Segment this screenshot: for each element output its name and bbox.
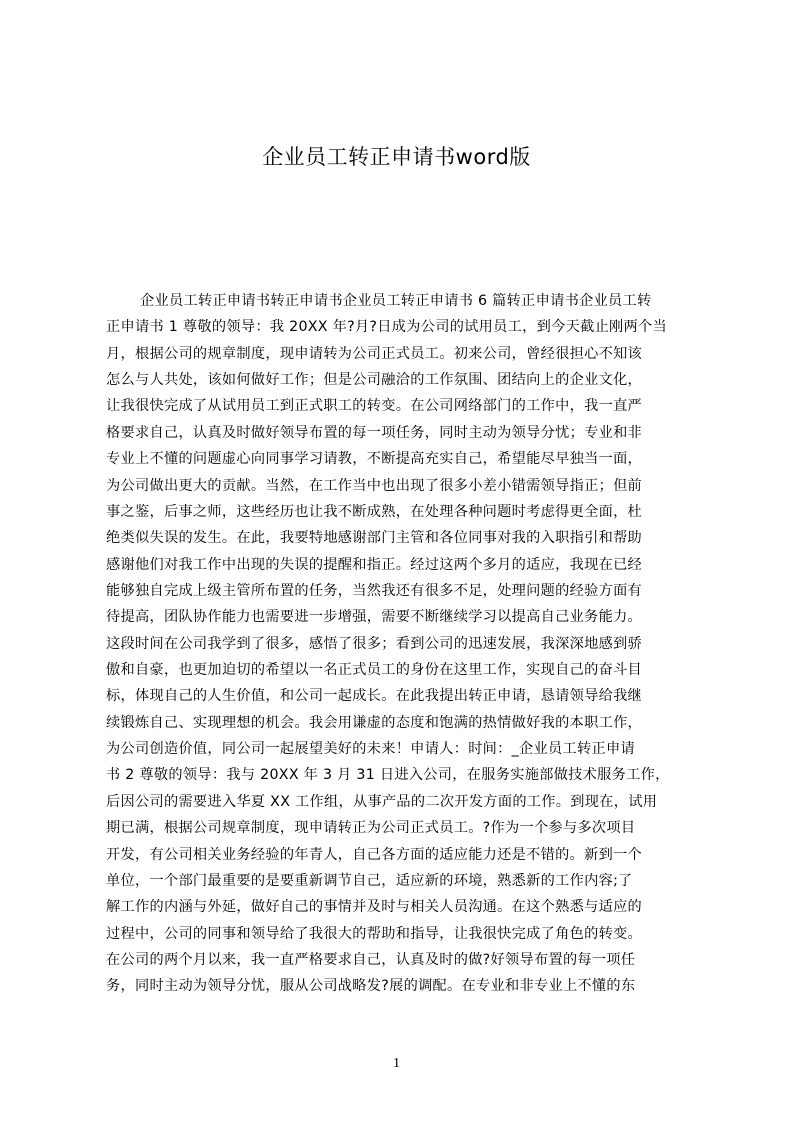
body-line: 专业上不懂的问题虚心向同事学习请教，不断提高充实自己，希望能尽早独当一面， — [106, 451, 643, 468]
body-line: 务，同时主动为领导分忧，服从公司战略发?展的调配。在专业和非专业上不懂的东 — [106, 978, 636, 995]
body-line: 怎么与人共处，该如何做好工作；但是公司融洽的工作氛围、团结向上的企业文化， — [106, 372, 643, 389]
body-line: 开发，有公司相关业务经验的年青人，自己各方面的适应能力还是不错的。新到一个 — [106, 846, 643, 863]
body-line: 事之鉴，后事之师，这些经历也让我不断成熟，在处理各种问题时考虑得更全面，杜 — [106, 503, 643, 520]
body-line: 正申请书 1 尊敬的领导：我 20XX 年?月?日成为公司的试用员工，到今天截止刚两个当 — [106, 319, 668, 336]
body-line: 企业员工转正申请书转正申请书企业员工转正申请书 6 篇转正申请书企业员工转 — [140, 293, 652, 309]
page-number: 1 — [393, 1056, 400, 1071]
body-line: 期已满，根据公司规章制度，现申请转正为公司正式员工。?作为一个参与多次项目 — [106, 820, 636, 837]
body-line: 绝类似失误的发生。在此，我要特地感谢部门主管和各位同事对我的入职指引和帮助 — [106, 530, 643, 547]
body-line: 续锻炼自己、实现理想的机会。我会用谦虚的态度和饱满的热情做好我的本职工作， — [106, 714, 643, 731]
body-line: 待提高，团队协作能力也需要进一步增强，需要不断继续学习以提高自己业务能力。 — [106, 609, 643, 626]
body-line: 这段时间在公司我学到了很多，感悟了很多；看到公司的迅速发展，我深深地感到骄 — [106, 635, 643, 652]
body-line: 在公司的两个月以来，我一直严格要求自己，认真及时的做?好领导布置的每一项任 — [106, 951, 636, 968]
body-line: 解工作的内涵与外延，做好自己的事情并及时与相关人员沟通。在这个熟悉与适应的 — [106, 899, 643, 916]
body-line: 标，体现自己的人生价值，和公司一起成长。在此我提出转正申请，恳请领导给我继 — [106, 688, 643, 705]
body-line: 感谢他们对我工作中出现的失误的提醒和指正。经过这两个多月的适应，我现在已经 — [106, 556, 643, 573]
body-line: 格要求自己，认真及时做好领导布置的每一项任务，同时主动为领导分忧；专业和非 — [106, 424, 643, 441]
body-line: 过程中，公司的同事和领导给了我很大的帮助和指导，让我很快完成了角色的转变。 — [106, 925, 643, 942]
body-line: 能够独自完成上级主管所布置的任务，当然我还有很多不足，处理问题的经验方面有 — [106, 582, 643, 599]
body-line: 傲和自豪，也更加迫切的希望以一名正式员工的身份在这里工作，实现自己的奋斗目 — [106, 662, 643, 679]
document-body — [106, 288, 697, 1028]
body-line: 后因公司的需要进入华夏 XX 工作组，从事产品的二次开发方面的工作。到现在，试用 — [106, 793, 658, 810]
body-line: 月，根据公司的规章制度，现申请转为公司正式员工。初来公司，曾经很担心不知该 — [106, 345, 643, 362]
body-line: 为公司做出更大的贡献。当然，在工作当中也出现了很多小差小错需领导指正；但前 — [106, 477, 643, 494]
document-title: 企业员工转正申请书word版 — [262, 145, 531, 169]
body-line: 为公司创造价值，同公司一起展望美好的未来！申请人：时间：_企业员工转正申请 — [106, 741, 635, 758]
body-line: 单位，一个部门最重要的是要重新调节自己，适应新的环境，熟悉新的工作内容;了 — [106, 872, 633, 889]
body-line: 书 2 尊敬的领导：我与 20XX 年 3 月 31 日进入公司，在服务实施部做技术服务工作， — [106, 767, 670, 784]
body-line: 让我很快完成了从试用员工到正式职工的转变。在公司网络部门的工作中，我一直严 — [106, 398, 643, 415]
